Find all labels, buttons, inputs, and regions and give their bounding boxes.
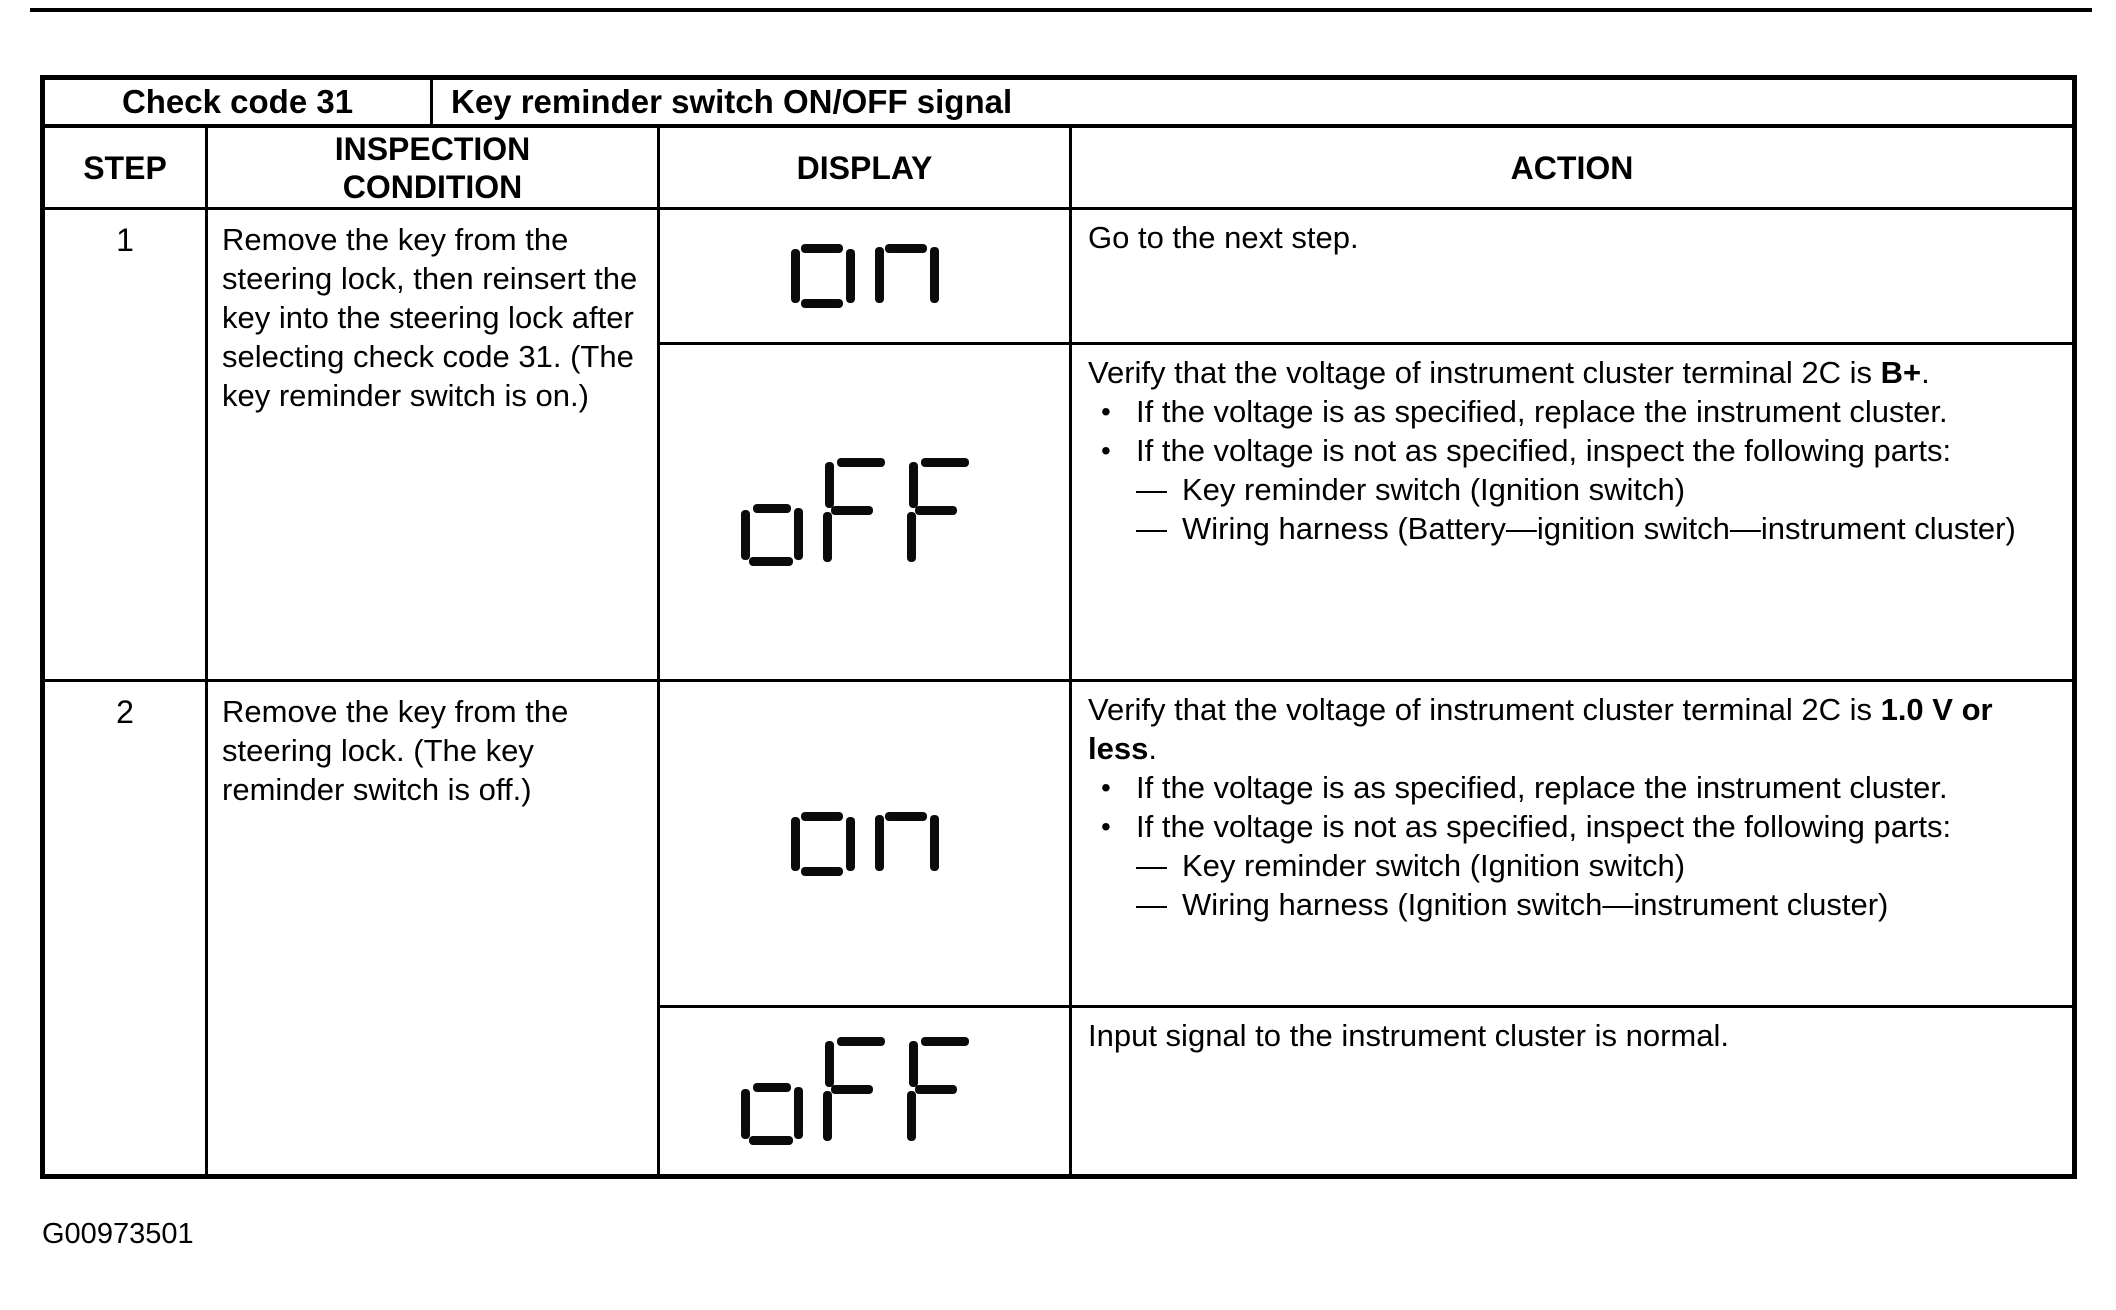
action-bullet-item (1088, 431, 2060, 548)
dash-list-item (1136, 885, 2060, 924)
seven-segment-off-display (741, 1037, 989, 1145)
bullet-icon: • (1101, 811, 1111, 842)
dash-icon: — (1136, 511, 1167, 546)
check-title-cell (433, 80, 2072, 124)
check-code-cell (45, 80, 433, 124)
bullet-icon: • (1101, 772, 1111, 803)
seven-segment-on-display (791, 244, 939, 308)
bullet-text (1136, 807, 2060, 924)
check-title-label: Key reminder switch ON/OFF signal (451, 83, 1013, 120)
col-header-step (45, 128, 208, 207)
display-cell (660, 210, 1072, 342)
sub-row (660, 1008, 2072, 1174)
action-cell (1072, 1008, 2072, 1174)
bullet-text-line: If the voltage is not as specified, inspect the following parts: (1136, 809, 1952, 844)
action-intro-text: Input signal to the instrument cluster is normal. (1088, 1018, 1729, 1053)
sub-row (660, 210, 2072, 345)
col-header-display-label: DISPLAY (796, 149, 933, 186)
action-text (1088, 353, 2060, 392)
action-intro-text: Go to the next step. (1088, 220, 1359, 255)
display-action-subrows (660, 682, 2072, 1174)
action-cell (1072, 210, 2072, 342)
action-intro-bold: B+ (1880, 355, 1922, 390)
col-header-action-label: ACTION (1510, 149, 1634, 186)
action-intro-end: . (1921, 355, 1930, 390)
step-number: 1 (45, 210, 208, 679)
action-intro-text: Verify that the voltage of instrument cluster terminal 2C is (1088, 692, 1881, 727)
table-row (45, 210, 2072, 682)
bullet-icon: • (1101, 396, 1111, 427)
action-cell (1072, 682, 2072, 1005)
col-header-inspection-condition (208, 128, 660, 207)
bullet-icon: • (1101, 435, 1111, 466)
dash-text: Key reminder switch (Ignition switch) (1182, 848, 1686, 883)
bullet-text (1136, 431, 2060, 548)
action-intro-end: . (1148, 731, 1157, 766)
action-bullet-item (1088, 768, 2060, 807)
step-number: 2 (45, 682, 208, 1174)
column-header-row (45, 128, 2072, 210)
dash-text: Key reminder switch (Ignition switch) (1182, 472, 1686, 507)
dash-list-item (1136, 509, 2060, 548)
dash-icon: — (1136, 472, 1167, 507)
action-bullet-item (1088, 392, 2060, 431)
col-header-display (660, 128, 1072, 207)
dash-icon: — (1136, 887, 1167, 922)
sub-row (660, 682, 2072, 1008)
diagnostic-table (40, 75, 2077, 1179)
dash-list-item (1136, 846, 2060, 885)
action-cell (1072, 345, 2072, 679)
dash-icon: — (1136, 848, 1167, 883)
figure-code: G00973501 (42, 1218, 194, 1250)
bullet-text-line: If the voltage is not as specified, inspect the following parts: (1136, 433, 1952, 468)
seven-segment-on-display (791, 812, 939, 876)
check-code-label: Check code 31 (121, 83, 354, 120)
action-bullet-item (1088, 807, 2060, 924)
col-header-step-label: STEP (83, 149, 167, 186)
sub-row (660, 345, 2072, 679)
action-text (1088, 690, 2060, 768)
action-intro-text: Verify that the voltage of instrument cluster terminal 2C is (1088, 355, 1881, 390)
seven-segment-off-display (741, 458, 989, 566)
col-header-action (1072, 128, 2072, 207)
bullet-text: If the voltage is as specified, replace the instrument cluster. (1136, 770, 1948, 805)
dash-text: Wiring harness (Ignition switch—instrument cluster) (1182, 887, 1889, 922)
action-text (1088, 1016, 2060, 1055)
action-intro-bold: 1.0 V or less (1088, 692, 1993, 766)
display-cell (660, 682, 1072, 1005)
display-action-subrows (660, 210, 2072, 679)
action-text (1088, 218, 2060, 257)
inspection-condition-text: Remove the key from the steering lock, then reinsert the key into the steering lock after selecting check code 31. (The key reminder switch is on.) (208, 210, 660, 679)
table-title-band (45, 80, 2072, 128)
page-top-rule (30, 8, 2092, 12)
bullet-text: If the voltage is as specified, replace the instrument cluster. (1136, 394, 1948, 429)
col-header-inspection-line1: INSPECTION (334, 130, 531, 167)
dash-list-item (1136, 470, 2060, 509)
col-header-inspection-line2: CONDITION (342, 168, 523, 205)
dash-text: Wiring harness (Battery—ignition switch—instrument cluster) (1182, 511, 2016, 546)
display-cell (660, 345, 1072, 679)
inspection-condition-text: Remove the key from the steering lock. (The key reminder switch is off.) (208, 682, 660, 1174)
table-row (45, 682, 2072, 1174)
display-cell (660, 1008, 1072, 1174)
